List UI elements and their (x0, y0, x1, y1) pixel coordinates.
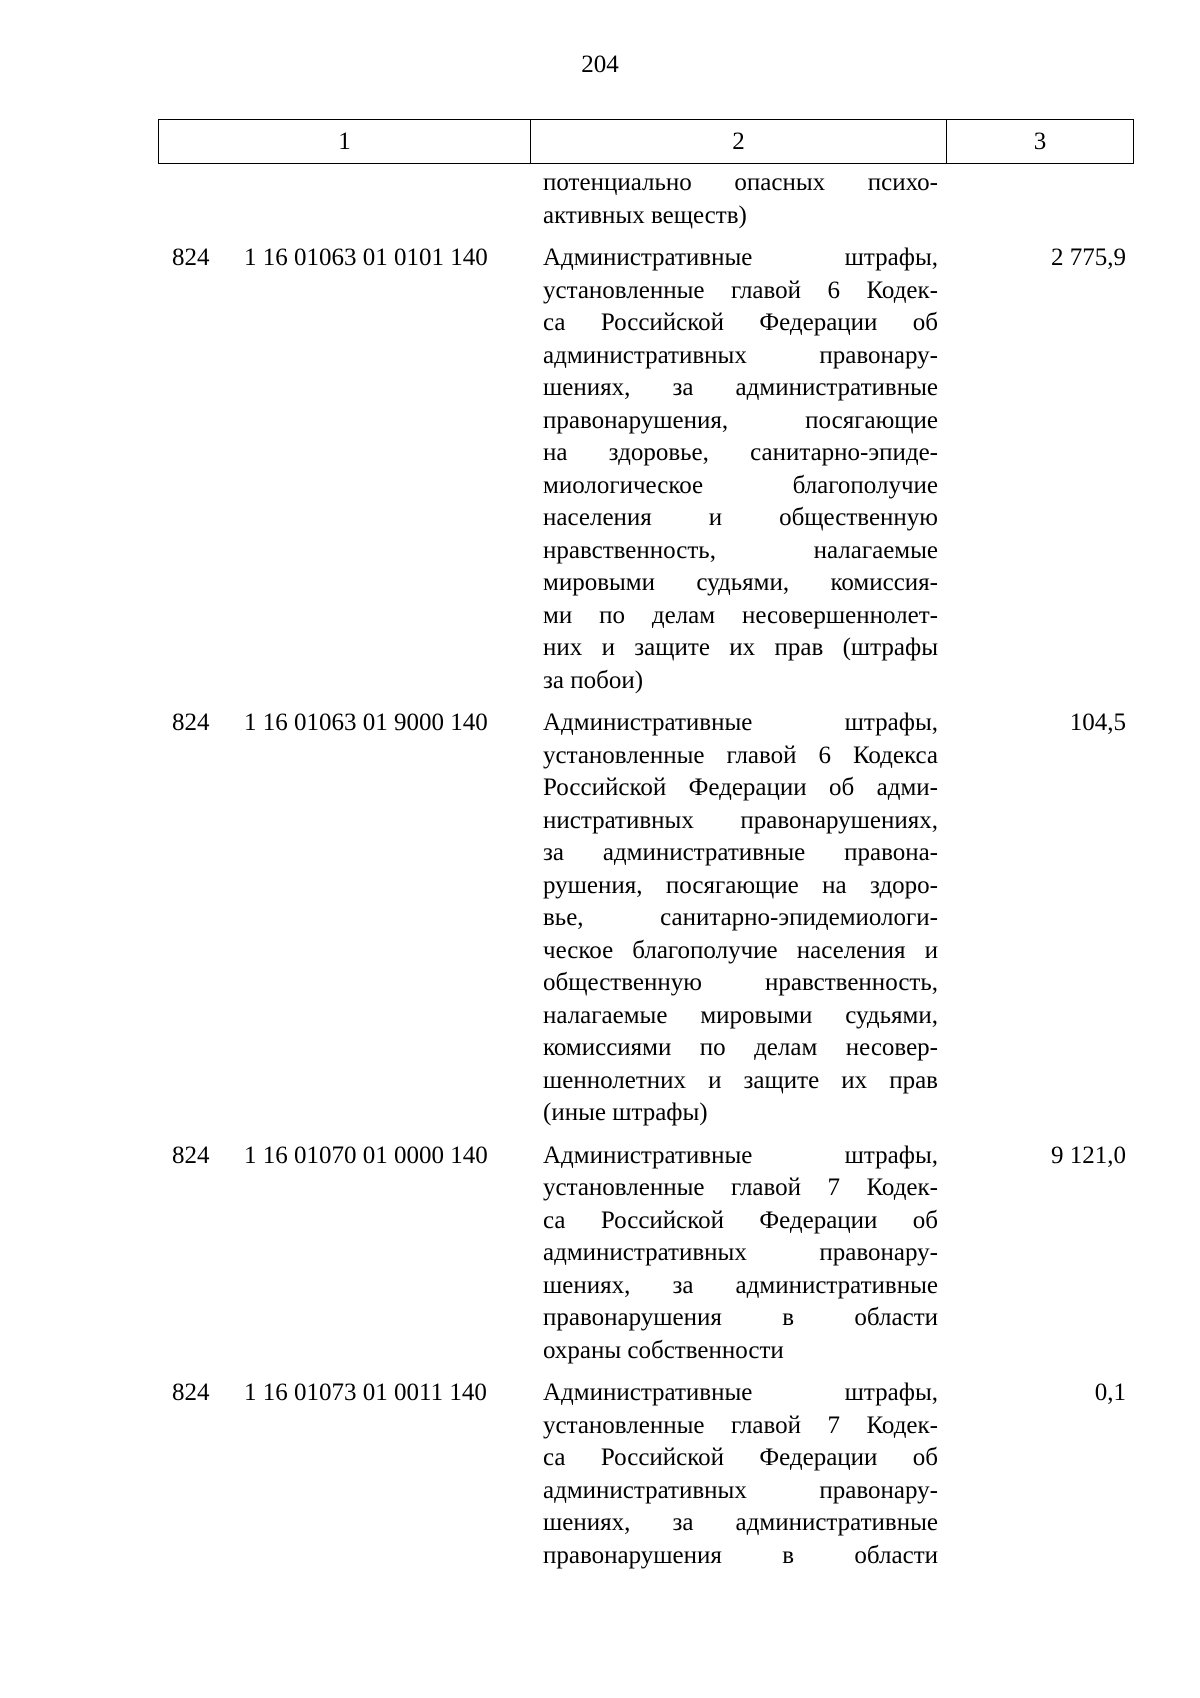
description-line: общественную нравственность, (543, 969, 938, 996)
description-line: нравственность, налагаемые (543, 536, 938, 564)
table-row (0, 167, 1200, 232)
description-line: Российской Федерации об адми- (543, 774, 938, 801)
description-line: за побои) (543, 666, 644, 694)
table-row (0, 242, 1200, 697)
description-cell (543, 167, 938, 232)
description-line: са Российской Федерации об (543, 1206, 938, 1234)
header-col-2: 2 (531, 120, 947, 163)
description-line: рушения, посягающие на здоро- (543, 871, 938, 899)
description-line: административных правонару- (543, 1476, 938, 1504)
admin-code-cell: 824 (172, 709, 210, 736)
header-col-3: 3 (1033, 127, 1047, 155)
description-line: Административные штрафы, (543, 1379, 938, 1406)
description-line: населения и общественную (543, 504, 938, 531)
description-line: са Российской Федерации об (543, 309, 938, 336)
admin-code-cell: 824 (172, 244, 210, 271)
description-line: миологическое благополучие (543, 471, 938, 499)
description-line: установленные главой 6 Кодекса (543, 741, 938, 769)
description-line: за административные правона- (543, 839, 938, 866)
description-cell (543, 1377, 938, 1572)
admin-code-cell: 824 (172, 1141, 210, 1169)
description-line: Административные штрафы, (543, 1141, 938, 1169)
budget-code-cell: 1 16 01063 01 9000 140 (244, 709, 488, 736)
description-line: ми по делам несовершеннолет- (543, 601, 938, 629)
budget-code-cell: 1 16 01070 01 0000 140 (244, 1141, 488, 1169)
description-cell (543, 1140, 938, 1368)
amount-cell: 2 775,9 (1051, 244, 1126, 271)
description-line: охраны собственности (543, 1336, 784, 1364)
budget-code-cell: 1 16 01073 01 0011 140 (244, 1379, 487, 1406)
header-col-1: 1 (159, 120, 531, 163)
description-line: налагаемые мировыми судьями, (543, 1001, 938, 1029)
table-row (0, 1140, 1200, 1368)
description-line: шениях, за административные (543, 374, 938, 401)
description-line: административных правонару- (543, 1239, 938, 1266)
description-line: са Российской Федерации об (543, 1444, 938, 1471)
description-line: правонарушения в области (543, 1304, 938, 1331)
description-line: установленные главой 7 Кодек- (543, 1411, 938, 1439)
description-line: мировыми судьями, комиссия- (543, 569, 938, 596)
admin-code-cell: 824 (172, 1379, 210, 1406)
description-line: установленные главой 7 Кодек- (543, 1174, 938, 1201)
table-row (0, 1377, 1200, 1572)
description-line: вье, санитарно-эпидемиологи- (543, 904, 938, 931)
description-line: нистративных правонарушениях, (543, 806, 938, 834)
description-line: шеннолетних и защите их прав (543, 1066, 938, 1094)
amount-cell: 9 121,0 (1051, 1141, 1126, 1169)
description-line: Административные штрафы, (543, 244, 938, 271)
description-line: (иные штрафы) (543, 1099, 708, 1126)
page-number: 204 (581, 51, 619, 78)
table-row (0, 707, 1200, 1130)
budget-code-cell: 1 16 01063 01 0101 140 (244, 244, 488, 271)
description-cell (543, 707, 938, 1130)
description-line: установленные главой 6 Кодек- (543, 276, 938, 304)
description-line: административных правонару- (543, 341, 938, 369)
description-line: потенциально опасных психо- (543, 169, 938, 196)
description-line: них и защите их прав (штрафы (543, 634, 938, 661)
description-line: правонарушения, посягающие (543, 406, 938, 434)
description-line: шениях, за административные (543, 1271, 938, 1299)
table-body (0, 167, 1200, 1582)
description-cell (543, 242, 938, 697)
description-line: шениях, за административные (543, 1509, 938, 1536)
table-header (158, 119, 1134, 164)
description-line: правонарушения в области (543, 1541, 938, 1569)
description-line: ческое благополучие населения и (543, 936, 938, 964)
description-line: активных веществ) (543, 201, 747, 229)
description-line: комиссиями по делам несовер- (543, 1034, 938, 1061)
description-line: на здоровье, санитарно-эпиде- (543, 439, 938, 466)
description-line: Административные штрафы, (543, 709, 938, 736)
amount-cell: 0,1 (1094, 1379, 1126, 1406)
amount-cell: 104,5 (1069, 709, 1126, 736)
